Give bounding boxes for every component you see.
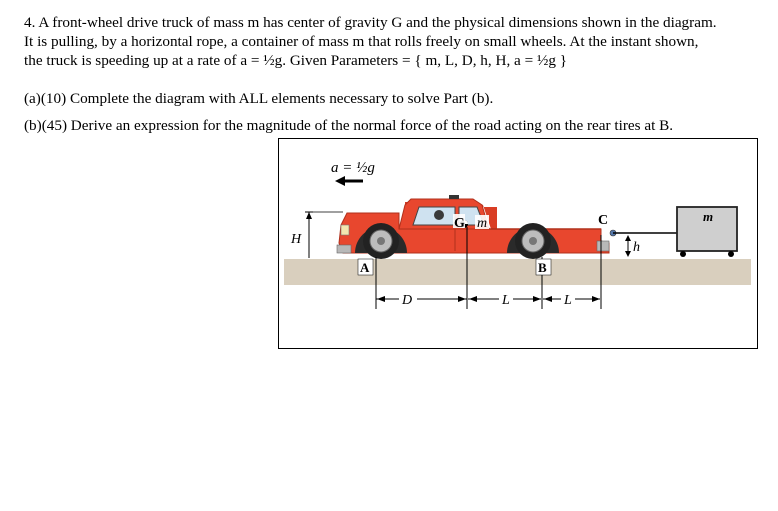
ground (284, 259, 751, 285)
front-wheel-A (363, 223, 399, 259)
label-h: h (633, 240, 640, 255)
rear-wheel-B (515, 223, 551, 259)
problem-line-3: the truck is speeding up at a rate of a = ½g. Given Parameters = { m, L, D, h, H, a = ½g } (24, 52, 568, 69)
label-G: G (454, 216, 465, 231)
acceleration-arrow (335, 176, 363, 186)
dimension-h (625, 235, 631, 257)
label-H: H (291, 232, 302, 247)
label-L1: L (502, 293, 510, 308)
label-A: A (360, 260, 370, 275)
label-B: B (538, 260, 547, 275)
part-a: (a)(10) Complete the diagram with ALL elements necessary to solve Part (b). (24, 90, 494, 107)
problem-intro (24, 13, 717, 70)
truck-diagram (278, 138, 758, 349)
label-C: C (598, 213, 609, 228)
label-m-container: m (703, 209, 714, 224)
dimension-D (376, 296, 467, 302)
problem-line-1: 4. A front-wheel drive truck of mass m has center of gravity G and the physical dimensions shown in the diagram. (24, 14, 717, 31)
label-D: D (402, 293, 413, 308)
part-b: (b)(45) Derive an expression for the magnitude of the normal force of the road acting on the rear tires at B. (24, 117, 674, 134)
label-L2: L (564, 293, 572, 308)
acceleration-label: a = ½g (331, 160, 375, 176)
label-m-truck: m (477, 216, 488, 231)
problem-line-2: It is pulling, by a horizontal rope, a container of mass m that rolls freely on small wheels. At the instant shown, (24, 33, 699, 50)
truck-diagram-svg (279, 139, 757, 348)
